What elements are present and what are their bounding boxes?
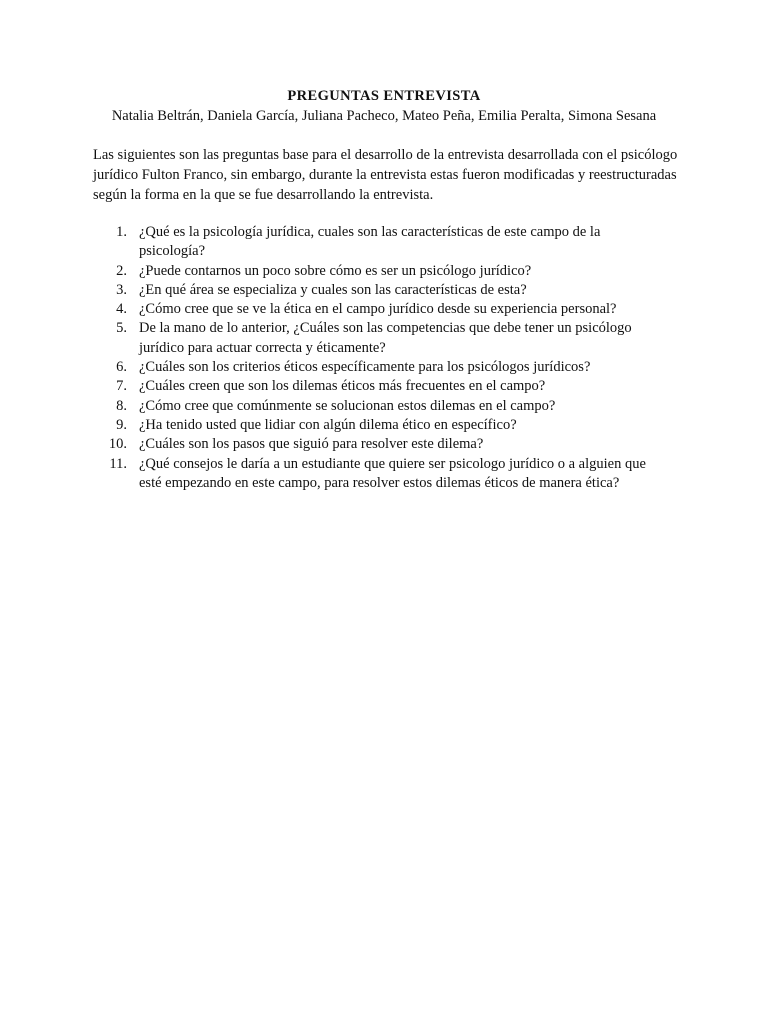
question-item <box>93 435 653 454</box>
question-item <box>93 397 653 416</box>
question-item <box>93 319 653 358</box>
question-text: ¿Cuáles son los pasos que siguió para resolver este dilema? <box>139 436 484 453</box>
question-number: 5. <box>116 320 127 337</box>
question-item <box>93 377 653 396</box>
question-number: 3. <box>116 281 127 298</box>
question-item <box>93 358 653 377</box>
question-item <box>93 262 653 281</box>
question-item <box>93 281 653 300</box>
question-item <box>93 455 653 494</box>
question-item <box>93 300 653 319</box>
question-text: ¿Cómo cree que se ve la ética en el campo jurídico desde su experiencia personal? <box>139 301 617 318</box>
question-number: 7. <box>116 378 127 395</box>
questions-list <box>93 223 653 493</box>
question-number: 6. <box>116 359 127 376</box>
question-item <box>93 416 653 435</box>
question-number: 2. <box>116 262 127 279</box>
question-text: ¿Cómo cree que comúnmente se solucionan estos dilemas en el campo? <box>139 397 556 414</box>
authors-line: Natalia Beltrán, Daniela García, Juliana Pacheco, Mateo Peña, Emilia Peralta, Simona Sesana <box>111 108 657 124</box>
question-number: 8. <box>116 397 127 414</box>
question-text: ¿En qué área se especializa y cuales son las características de esta? <box>139 281 527 298</box>
question-text: ¿Puede contarnos un poco sobre cómo es ser un psicólogo jurídico? <box>139 262 532 279</box>
question-number: 10. <box>108 436 127 453</box>
question-text: ¿Qué es la psicología jurídica, cuales son las características de este campo de la psicología? <box>139 224 601 260</box>
intro-paragraph: Las siguientes son las preguntas base para el desarrollo de la entrevista desarrollada con el psicólogo jurídico Fulton Franco, sin embargo, durante la entrevista estas fueron modificadas y reestructuradas según la forma en la que se fue desarrollando la entrevista. <box>93 147 678 203</box>
question-text: ¿Cuáles creen que son los dilemas éticos más frecuentes en el campo? <box>139 378 546 395</box>
question-text: De la mano de lo anterior, ¿Cuáles son las competencias que debe tener un psicólogo jurídico para actuar correcta y éticamente? <box>139 320 632 356</box>
question-text: ¿Ha tenido usted que lidiar con algún dilema ético en específico? <box>139 416 517 433</box>
question-text: ¿Cuáles son los criterios éticos específicamente para los psicólogos jurídicos? <box>139 359 591 376</box>
document-title: PREGUNTAS ENTREVISTA <box>287 88 481 104</box>
question-number: 11. <box>109 455 127 472</box>
question-text: ¿Qué consejos le daría a un estudiante que quiere ser psicologo jurídico o a alguien que esté empezando en este campo, para resolver estos dilemas éticos de manera ética? <box>139 455 646 491</box>
question-number: 1. <box>116 224 127 240</box>
question-number: 9. <box>116 416 127 433</box>
question-number: 4. <box>116 301 127 318</box>
question-item <box>93 223 653 262</box>
